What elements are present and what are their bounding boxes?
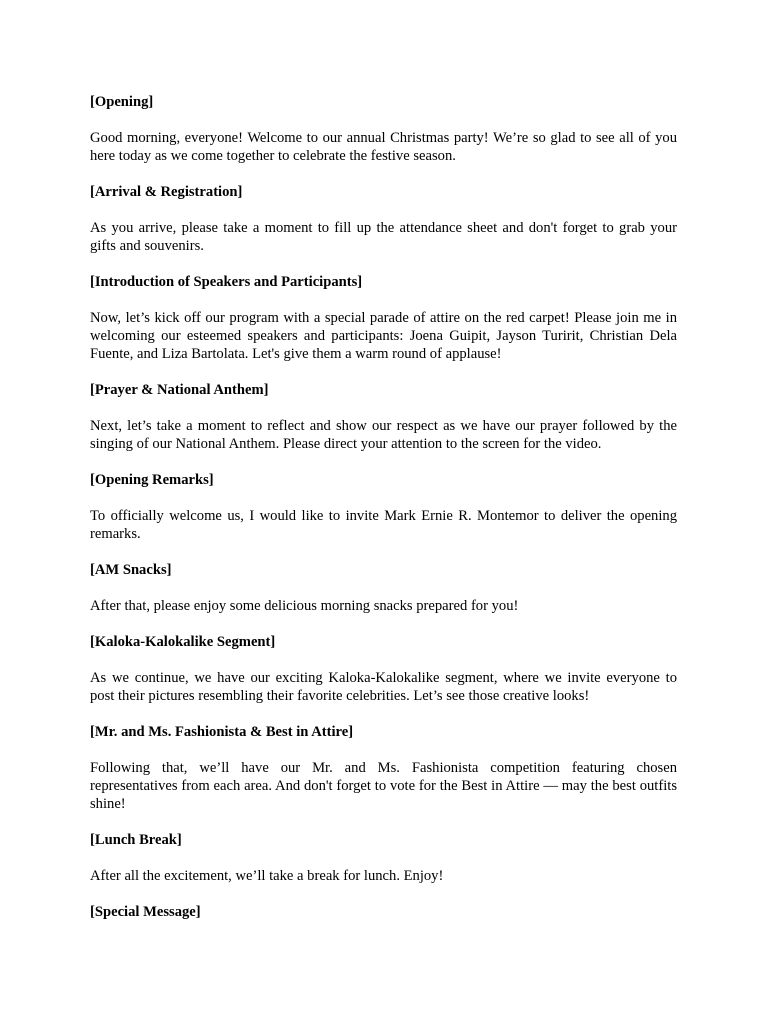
section-fashionista bbox=[90, 723, 677, 813]
section-text: As you arrive, please take a moment to fill up the attendance sheet and don't forget to grab your gifts and souvenirs. bbox=[90, 220, 677, 254]
section-heading: [AM Snacks] bbox=[90, 562, 172, 578]
section-text: Good morning, everyone! Welcome to our annual Christmas party! We’re so glad to see all of you here today as we come together to celebrate the festive season. bbox=[90, 130, 677, 164]
section-heading: [Opening] bbox=[90, 94, 154, 110]
section-introduction bbox=[90, 273, 677, 363]
section-lunch-break bbox=[90, 831, 677, 885]
section-heading: [Lunch Break] bbox=[90, 832, 182, 848]
section-heading: [Introduction of Speakers and Participants] bbox=[90, 274, 363, 290]
section-prayer-anthem bbox=[90, 381, 677, 453]
section-am-snacks bbox=[90, 561, 677, 615]
section-text: After that, please enjoy some delicious morning snacks prepared for you! bbox=[90, 598, 519, 614]
section-heading: [Arrival & Registration] bbox=[90, 184, 243, 200]
document-page bbox=[90, 93, 677, 939]
section-opening-remarks bbox=[90, 471, 677, 543]
section-text: Now, let’s kick off our program with a special parade of attire on the red carpet! Please join me in welcoming our esteemed speakers and participants: Joena Guipit, Jayson Turirit, Christian Dela Fuente, and Liza Bartolata. Let's give them a warm round of applause! bbox=[90, 310, 677, 362]
section-text: Following that, we’ll have our Mr. and Ms. Fashionista competition featuring chosen representatives from each area. And don't forget to vote for the Best in Attire — may the best outfits shine! bbox=[90, 760, 677, 812]
section-text: After all the excitement, we’ll take a break for lunch. Enjoy! bbox=[90, 868, 444, 884]
section-heading: [Mr. and Ms. Fashionista & Best in Attire] bbox=[90, 724, 354, 740]
section-opening bbox=[90, 93, 677, 165]
section-kalokalike bbox=[90, 633, 677, 705]
section-text: Next, let’s take a moment to reflect and show our respect as we have our prayer followed by the singing of our National Anthem. Please direct your attention to the screen for the video. bbox=[90, 418, 677, 452]
section-special-message bbox=[90, 903, 677, 921]
section-heading: [Special Message] bbox=[90, 904, 201, 920]
section-text: To officially welcome us, I would like to invite Mark Ernie R. Montemor to deliver the opening remarks. bbox=[90, 508, 677, 542]
section-heading: [Kaloka-Kalokalike Segment] bbox=[90, 634, 276, 650]
section-heading: [Prayer & National Anthem] bbox=[90, 382, 269, 398]
section-arrival-registration bbox=[90, 183, 677, 255]
section-heading: [Opening Remarks] bbox=[90, 472, 214, 488]
section-text: As we continue, we have our exciting Kaloka-Kalokalike segment, where we invite everyone to post their pictures resembling their favorite celebrities. Let’s see those creative looks! bbox=[90, 670, 677, 704]
